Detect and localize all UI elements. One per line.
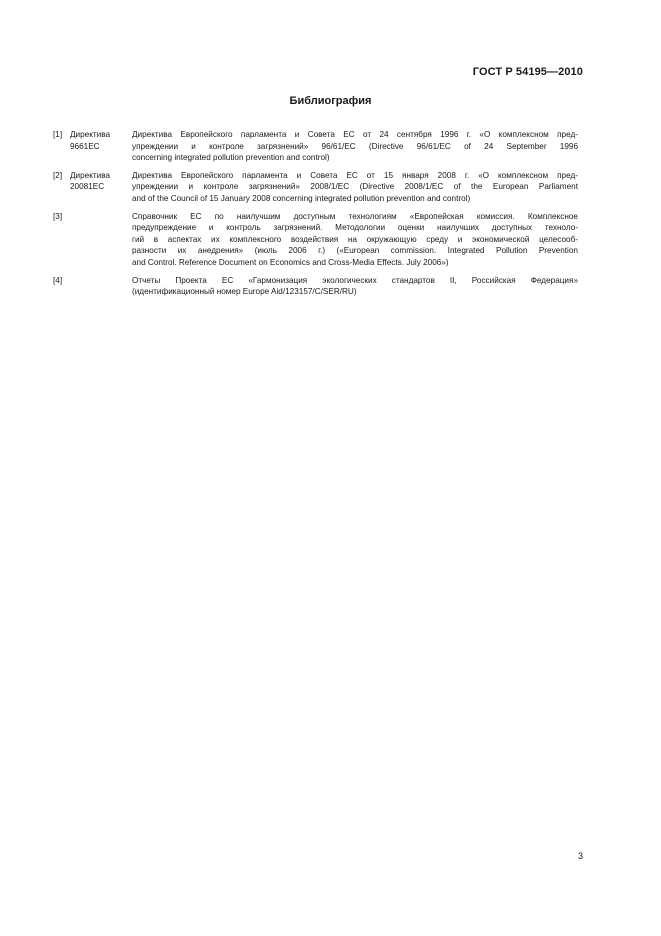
bibliography-entry-3 — [53, 211, 578, 269]
entry-text-line: Директива Европейского парламента и Совета ЕС от 24 сентября 1996 г. «О комплексном пред- — [132, 130, 578, 139]
entry-text-line: предупреждение и контроль загрязнений. Методологии оценки наилучших доступных техноло- — [132, 223, 578, 233]
entry-type-line: Директива — [70, 130, 111, 139]
section-title: Библиография — [289, 95, 372, 107]
entry-text-line: Отчеты Проекта ЕС «Гармонизация экологических стандартов II, Российская Федерация» — [132, 275, 578, 285]
entry-text — [132, 129, 578, 164]
entry-text-line: упреждении и контроле загрязнений» 96/61/ЕС (Directive 96/61/EC of 24 September 1996 — [132, 141, 578, 151]
bibliography-list — [53, 129, 578, 304]
entry-type-line: Директива — [70, 170, 111, 180]
entry-text-line: concerning integrated pollution prevention and control) — [132, 153, 330, 163]
entry-type — [70, 275, 132, 298]
entry-type-line: 20081ЕС — [70, 182, 105, 192]
bibliography-entry-2 — [53, 170, 578, 205]
entry-text — [132, 170, 578, 205]
bibliography-entry-1 — [53, 129, 578, 164]
entry-text-line: and of the Council of 15 January 2008 concerning integrated pollution prevention and control) — [132, 193, 471, 203]
entry-text-line: (идентификационный номер Europe Aid/123157/C/SER/RU) — [132, 287, 357, 297]
entry-text-line: разности их анедрения» (июль 2006 г.) («European commission. Integrated Pollution Prevention — [132, 246, 578, 256]
entry-number: [4] — [53, 275, 63, 285]
entry-type — [70, 129, 132, 164]
entry-text-line: Справочник ЕС по наилучшим доступным технологиям «Европейская комиссия. Комплексное — [132, 211, 578, 221]
entry-number: [2] — [53, 170, 63, 180]
entry-number: [3] — [53, 211, 63, 221]
page-number: 3 — [577, 851, 583, 861]
entry-text-line: гий в аспектах их комплексного воздействия на окружающую среду и экономической целесооб- — [132, 234, 578, 244]
document-code-header: ГОСТ Р 54195—2010 — [472, 66, 583, 78]
entry-text — [132, 211, 578, 269]
entry-text — [132, 275, 578, 298]
entry-type — [70, 211, 132, 269]
entry-text-line: and Control. Reference Document on Economics and Cross-Media Effects. July 2006») — [132, 257, 449, 267]
bibliography-entry-4 — [53, 275, 578, 298]
entry-text-line: Директива Европейского парламента и Совета ЕС от 15 января 2008 г. «О комплексном пред- — [132, 170, 578, 180]
entry-text-line: упреждении и контроле загрязнений» 2008/1/ЕС (Directive 2008/1/EC of the European Parliament — [132, 182, 578, 192]
entry-number: [1] — [53, 130, 63, 139]
entry-type — [70, 170, 132, 205]
entry-type-line: 9661ЕС — [70, 141, 100, 151]
